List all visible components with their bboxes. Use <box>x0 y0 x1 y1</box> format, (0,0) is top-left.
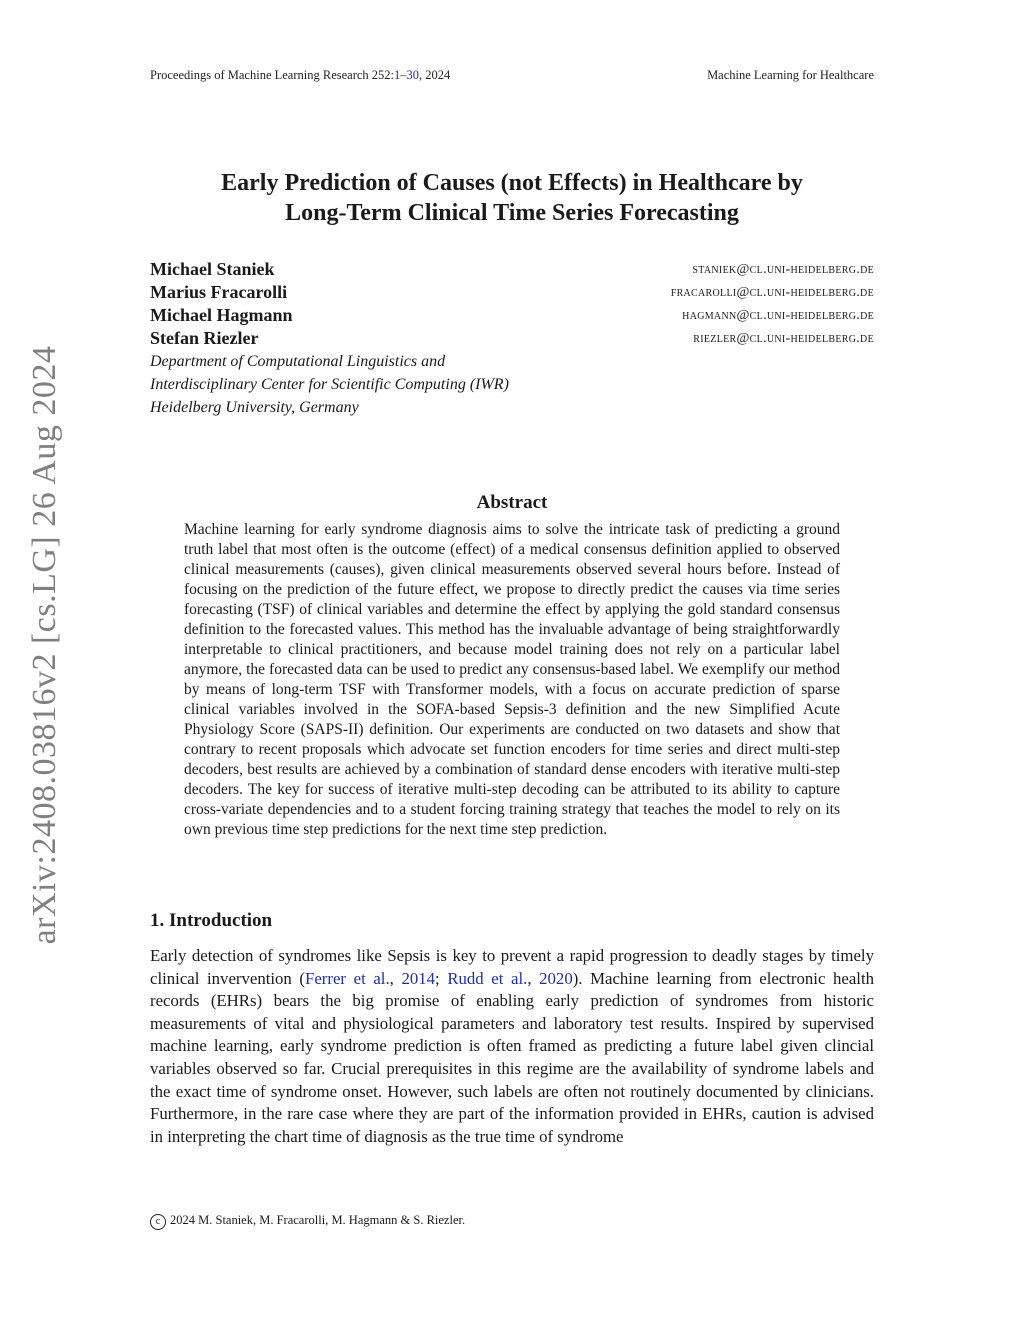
abstract-heading: Abstract <box>476 492 548 513</box>
first-page-link[interactable]: 1 <box>394 68 401 82</box>
copyright-text: 2024 M. Staniek, M. Fracarolli, M. Hagmann & S. Riezler. <box>170 1213 466 1227</box>
proceedings-year: , 2024 <box>419 68 451 82</box>
paper-title <box>150 168 874 228</box>
author-email[interactable]: fracarolli@cl.uni-heidelberg.de <box>670 285 874 300</box>
author-row <box>150 281 874 304</box>
author-row <box>150 258 874 281</box>
citation-sep: , <box>527 968 540 988</box>
proceedings-label: Proceedings of Machine Learning Research 252: <box>150 68 395 82</box>
page-range-sep: – <box>400 68 407 82</box>
title-line-2: Long-Term Clinical Time Series Forecasting <box>285 200 739 226</box>
last-page-link[interactable]: 30 <box>406 68 420 82</box>
introduction-body <box>150 945 874 1148</box>
affiliation <box>150 350 874 419</box>
author-name: Michael Staniek <box>150 259 275 279</box>
author-name: Michael Hagmann <box>150 305 293 325</box>
author-block <box>150 258 874 419</box>
intro-text: Early detection of syndromes like Sepsis is key to prevent a rapid progression to deadly stages by timely clinical invervention ( <box>150 946 874 988</box>
copyright-icon: c <box>150 1214 166 1230</box>
title-line-1: Early Prediction of Causes (not Effects) in Healthcare by <box>221 170 803 196</box>
citation-rudd[interactable]: Rudd et al. <box>447 968 528 988</box>
citation-ferrer[interactable]: Ferrer et al. <box>305 968 390 988</box>
affiliation-line: Heidelberg University, Germany <box>150 399 359 416</box>
affiliation-line: Department of Computational Linguistics and <box>150 353 446 370</box>
author-row <box>150 327 874 350</box>
citation-rudd-year[interactable]: 2020 <box>539 968 573 988</box>
intro-text: ). Machine learning from electronic health records (EHRs) bears the big promise of enabling early prediction of syndromes from historic measurements of vital and physiological parameters and laboratory test results. Inspired by supervised machine learning, early syndrome prediction is often framed as predicting a future label given clincial variables observed so far. Crucial prerequisites in this regime are the availability of syndrome labels and the exact time of syndrome onset. However, such labels are often not routinely documented by clinicians. Furthermore, in the rare case where they are part of the information provided in EHRs, caution is advised in interpreting the chart time of diagnosis as the true time of syndrome <box>150 968 875 1146</box>
author-name: Marius Fracarolli <box>150 282 288 302</box>
citation-ferrer-year[interactable]: 2014 <box>401 968 436 988</box>
author-email[interactable]: staniek@cl.uni-heidelberg.de <box>692 262 874 277</box>
author-name: Stefan Riezler <box>150 328 259 348</box>
abstract-body: Machine learning for early syndrome diagnosis aims to solve the intricate task of predicting a ground truth label that most often is the outcome (effect) of a medical consensus definition applied to observed clinical measurements (causes), given clinical measurements observed several hours before. Instead of focusing on the prediction of the future effect, we propose to directly predict the causes via time series forecasting (TSF) of clinical variables and determine the effect by applying the gold standard consensus definition to the forecasted values. This method has the invaluable advantage of being straightforwardly interpretable to clinical practitioners, and because model training does not rely on a particular label anymore, the forecasted data can be used to predict any consensus-based label. We exemplify our method by means of long-term TSF with Transformer models, with a focus on accurate prediction of sparse clinical variables involved in the SOFA-based Sepsis-3 definition and the new Simplified Acute Physiology Score (SAPS-II) definition. Our experiments are conducted on two datasets and show that contrary to recent proposals which advocate set function encoders for time series and direct multi-step decoders, best results are achieved by a combination of standard dense encoders with iterative multi-step decoders. The key for success of iterative multi-step decoding can be attributed to its ability to capture cross-variate dependencies and to a student forcing training strategy that teaches the model to rely on its own previous time step predictions for the next time step prediction. <box>184 521 840 838</box>
author-email[interactable]: hagmann@cl.uni-heidelberg.de <box>682 308 874 323</box>
venue-name: Machine Learning for Healthcare <box>707 68 874 82</box>
affiliation-line: Interdisciplinary Center for Scientific Computing (IWR) <box>150 376 509 393</box>
author-email[interactable]: riezler@cl.uni-heidelberg.de <box>693 331 874 346</box>
author-row <box>150 304 874 327</box>
citation-sep: , <box>389 968 402 988</box>
copyright-footer <box>150 1213 465 1230</box>
arxiv-stamp-text: arXiv:2408.03816v2 [cs.LG] 26 Aug 2024 <box>26 345 63 945</box>
section-heading-introduction: 1. Introduction <box>150 910 273 931</box>
proceedings-info <box>150 68 450 83</box>
citation-sep: ; <box>435 968 448 988</box>
